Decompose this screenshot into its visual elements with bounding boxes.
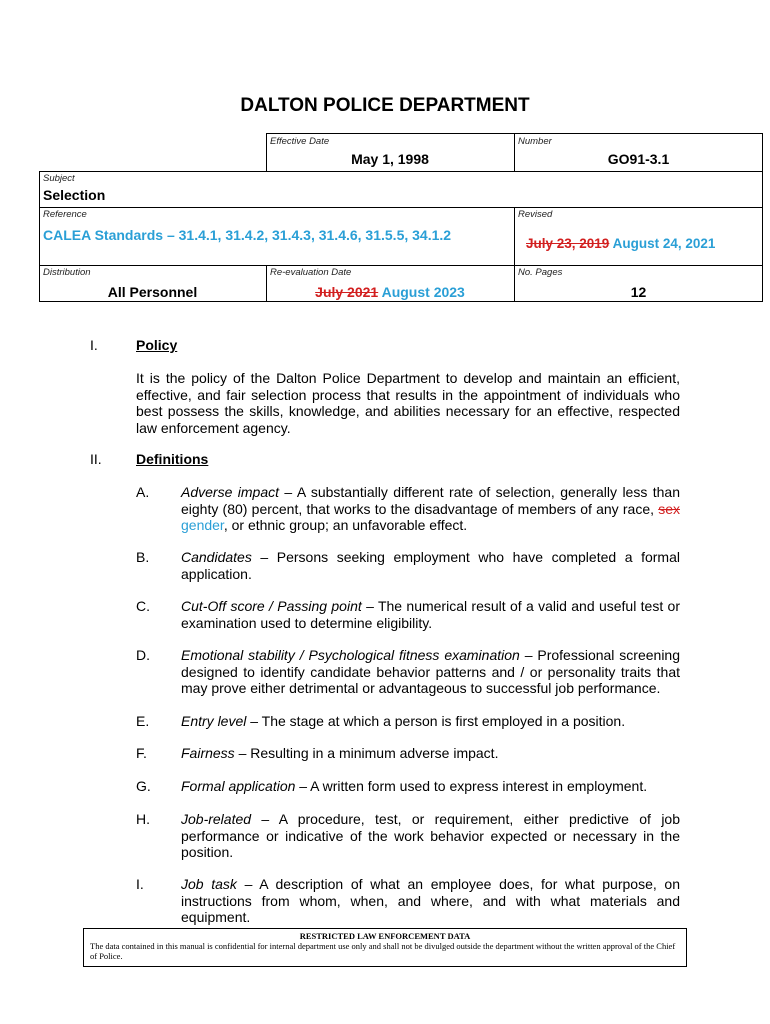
reeval-dates: [266, 284, 514, 300]
definition-item: [181, 713, 680, 730]
reeval-new: August 2023: [381, 284, 465, 300]
section-1-title: Policy: [136, 337, 178, 353]
policy-paragraph: It is the policy of the Dalton Police Department to develop and maintain an efficient, effective, and fair selection process that results in the appointment of individuals who best possess the skills, knowledge, and abilities necessary for an effective, respected law enforcement agency.: [136, 370, 680, 436]
subject-label: Subject: [43, 173, 75, 184]
department-title: DALTON POLICE DEPARTMENT: [240, 95, 530, 116]
section-1-number: I.: [90, 337, 98, 353]
definition-struck: sex: [658, 500, 680, 517]
definition-text: – A procedure, test, or requirement, either predictive of job performance or indicative of the work behavior expected or necessary in the position.: [181, 811, 680, 860]
definition-inserted: gender: [181, 517, 224, 533]
definition-letter: D.: [136, 647, 150, 663]
effective-date: May 1, 1998: [351, 151, 429, 167]
definition-text: – Persons seeking employment who have completed a formal application.: [181, 549, 680, 582]
definition-item: [181, 484, 680, 534]
definition-letter: F.: [136, 745, 147, 761]
definition-item: [181, 745, 680, 762]
definition-text: – The stage at which a person is first employed in a position.: [246, 713, 626, 729]
definition-term: Job-related: [181, 811, 252, 827]
section-2-title: Definitions: [136, 451, 209, 467]
definition-letter: G.: [136, 778, 151, 794]
definition-term: Entry level: [181, 713, 247, 729]
revised-dates: [526, 236, 715, 251]
revised-new: August 24, 2021: [612, 236, 716, 251]
subject: Selection: [43, 187, 106, 203]
definition-letter: E.: [136, 713, 150, 729]
definition-term: Fairness: [181, 745, 235, 761]
definition-item: [181, 549, 680, 582]
definition-term: Adverse impact: [181, 484, 280, 500]
number-label: Number: [518, 136, 552, 147]
definition-item: [181, 876, 680, 926]
revised-old: July 23, 2019: [526, 236, 610, 251]
definition-item: [181, 598, 680, 631]
effective-date-label: Effective Date: [270, 136, 330, 147]
definition-letter: I.: [136, 876, 144, 892]
definition-text: – A description of what an employee does, for what purpose, on instructions from whom, when, and where, and with what materials and equipment.: [181, 876, 680, 925]
definition-text: – A substantially different rate of selection, generally less than eighty (80) percent, that works to the disadvantage of members of any race,: [181, 484, 680, 517]
reference-label: Reference: [43, 209, 87, 220]
definition-letter: A.: [136, 484, 150, 500]
definition-term: Cut-Off score / Passing point: [181, 598, 362, 614]
definition-item: [181, 647, 680, 697]
distribution: All Personnel: [107, 284, 198, 300]
section-2-number: II.: [90, 451, 102, 467]
definition-item: [181, 811, 680, 861]
reference: CALEA Standards – 31.4.1, 31.4.2, 31.4.3, 31.4.6, 31.5.5, 34.1.2: [43, 227, 452, 243]
definition-letter: B.: [136, 549, 150, 565]
definition-text: – A written form used to express interest in employment.: [295, 778, 648, 794]
definition-term: Job task: [181, 876, 237, 892]
revised-label: Revised: [518, 209, 553, 220]
page-count: 12: [630, 284, 647, 300]
definition-term: Candidates: [181, 549, 252, 565]
definition-text: – Resulting in a minimum adverse impact.: [234, 745, 499, 761]
pages-label: No. Pages: [518, 267, 563, 278]
definition-term: Emotional stability / Psychological fitness examination: [181, 647, 520, 663]
definition-item: [181, 778, 680, 795]
definition-letter: C.: [136, 598, 150, 614]
document-number: GO91-3.1: [607, 151, 670, 167]
definition-term: Formal application: [181, 778, 296, 794]
reeval-label: Re-evaluation Date: [270, 267, 352, 278]
reeval-old: July 2021: [315, 284, 379, 300]
distribution-label: Distribution: [43, 267, 91, 278]
footer-title: RESTRICTED LAW ENFORCEMENT DATA: [299, 931, 471, 941]
definition-letter: H.: [136, 811, 150, 827]
definition-text: – The numerical result of a valid and useful test or examination used to determine eligibility.: [181, 598, 680, 631]
restricted-data-footer: [83, 928, 687, 967]
definition-text: – Professional screening designed to identify candidate behavior patterns and / or personality traits that may prove either detrimental or advantageous to successful job performance.: [181, 647, 680, 696]
definition-text: , or ethnic group; an unfavorable effect.: [223, 517, 468, 533]
footer-text: The data contained in this manual is confidential for internal department use only and shall not be divulged outside the department without the written approval of the Chief of Police.: [90, 941, 676, 961]
